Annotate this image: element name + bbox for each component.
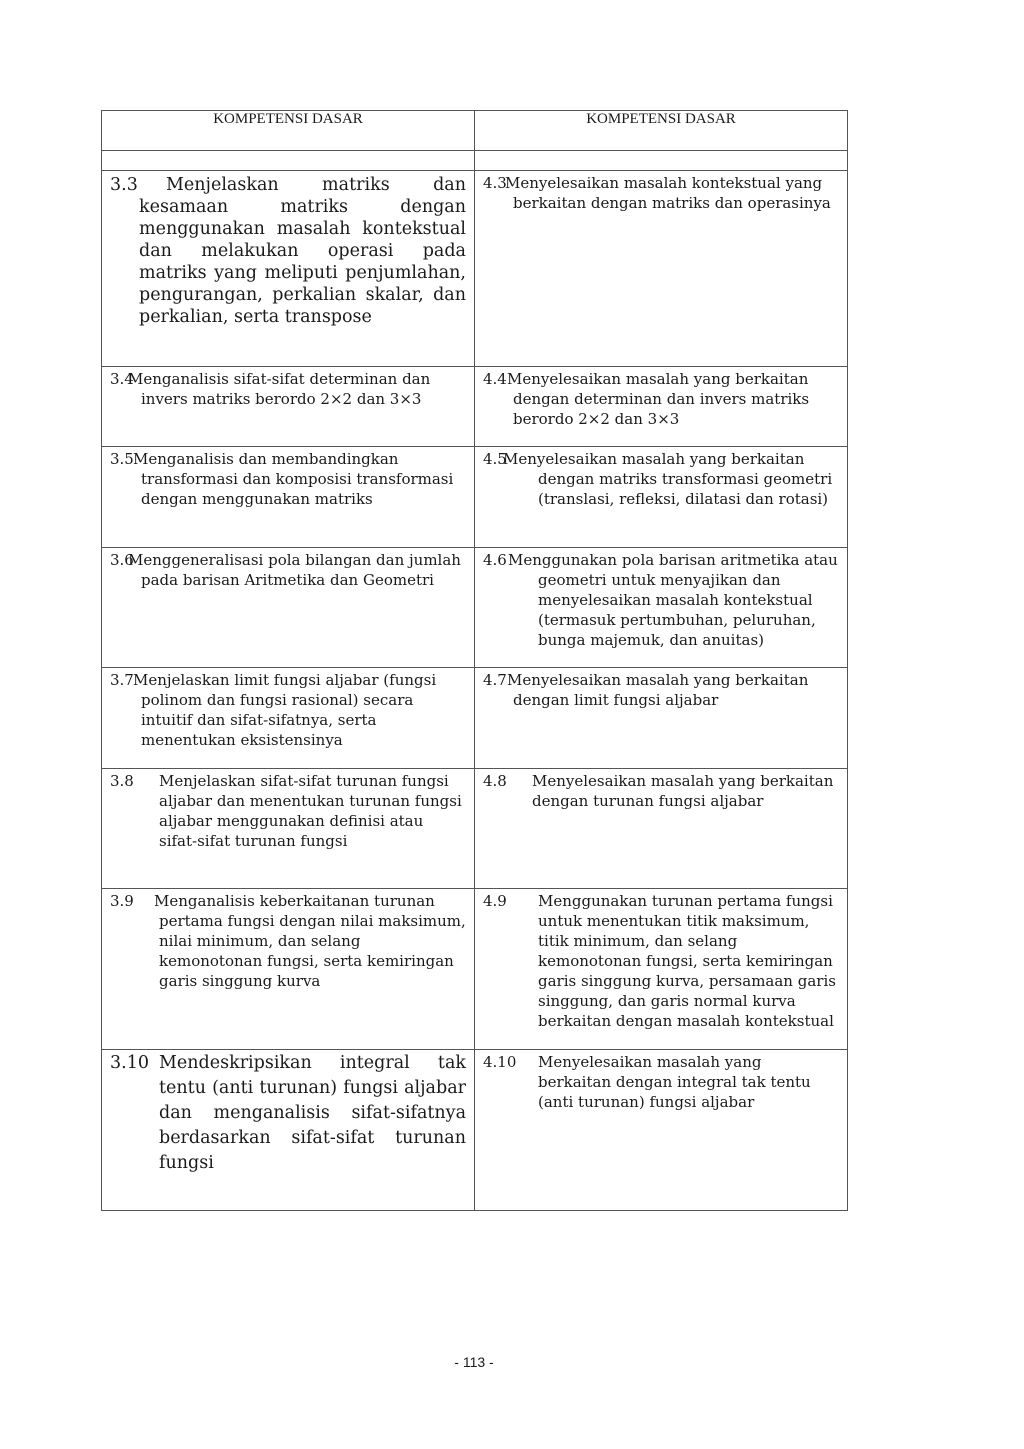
kd-number: 3.8 [110, 772, 134, 790]
table-row [102, 367, 848, 447]
kd-text: Menyelesaikan masalah yang berkaitan dengan limit fungsi aljabar [507, 671, 809, 709]
kd-text: Menyelesaikan masalah yang berkaitan dengan determinan dan invers matriks berordo 2×2 dan 3×3 [507, 370, 810, 428]
table-row [102, 548, 848, 668]
kd-number: 4.9 [483, 892, 507, 910]
kd-cell-right [475, 889, 848, 1050]
kd-number: 4.3 [483, 174, 507, 192]
kd-number: 3.10 [110, 1053, 149, 1073]
kd-number: 4.8 [483, 772, 507, 790]
header-right: KOMPETENSI DASAR [475, 111, 848, 151]
kd-text: Menganalisis dan membandingkan transformasi dan komposisi transformasi dengan menggunakan matriks [133, 450, 454, 508]
kd-text: Menggunakan pola barisan aritmetika atau geometri untuk menyajikan dan menyelesaikan masalah kontekstual (termasuk pertumbuhan, peluruhan, bunga majemuk, dan anuitas) [508, 551, 838, 649]
kd-number: 3.9 [110, 892, 134, 910]
kd-number: 3.4 [110, 370, 134, 388]
page-number: - 113 - [454, 1354, 494, 1370]
kd-cell-left [102, 171, 475, 367]
kd-number: 4.5 [483, 450, 507, 468]
kd-number: 3.5 [110, 450, 134, 468]
header-left: KOMPETENSI DASAR [102, 111, 475, 151]
kd-cell-left [102, 769, 475, 889]
kd-cell-right [475, 548, 848, 668]
kd-text: Menjelaskan sifat-sifat turunan fungsi aljabar dan menentukan turunan fungsi aljabar menggunakan definisi atau sifat-sifat turunan fungsi [159, 772, 462, 850]
table-row [102, 171, 848, 367]
kd-cell-left [102, 548, 475, 668]
kd-cell-right [475, 171, 848, 367]
kd-text: Menggunakan turunan pertama fungsi untuk menentukan titik maksimum, titik minimum, dan selang kemonotonan fungsi, serta kemiringan garis singgung kurva, persamaan garis singgung, dan garis normal kurva berkaitan dengan masalah kontekstual [538, 892, 836, 1030]
kd-number: 4.10 [483, 1053, 517, 1071]
spacer-row [102, 151, 848, 171]
kd-cell-right [475, 769, 848, 889]
table-row [102, 447, 848, 548]
kd-text: Menjelaskan matriks dan kesamaan matriks dengan menggunakan masalah kontekstual dan melakukan operasi pada matriks yang meliputi penjumlahan, pengurangan, perkalian skalar, dan perkalian, serta transpose [139, 175, 466, 327]
kd-text: Menggeneralisasi pola bilangan dan jumlah pada barisan Aritmetika dan Geometri [128, 551, 461, 589]
kd-cell-left [102, 668, 475, 769]
kd-number: 4.6 [483, 551, 507, 569]
kd-number: 4.4 [483, 370, 507, 388]
kd-number: 4.7 [483, 671, 507, 689]
table-header-row [102, 111, 848, 151]
kd-text: Menyelesaikan masalah kontekstual yang berkaitan dengan matriks dan operasinya [505, 174, 831, 212]
kd-text: Mendeskripsikan integral tak tentu (anti turunan) fungsi aljabar dan menganalisis sifat-sifatnya berdasarkan sifat-sifat turunan fungsi [159, 1053, 466, 1173]
kd-cell-right [475, 668, 848, 769]
kd-number: 3.7 [110, 671, 134, 689]
kd-cell-left [102, 367, 475, 447]
kd-cell-right [475, 1050, 848, 1211]
kd-cell-left [102, 1050, 475, 1211]
kd-number: 3.3 [110, 175, 138, 195]
kd-cell-left [102, 447, 475, 548]
kd-cell-right [475, 447, 848, 548]
kd-cell-right [475, 367, 848, 447]
table-row [102, 1050, 848, 1211]
kd-text: Menyelesaikan masalah yang berkaitan dengan turunan fungsi aljabar [532, 772, 834, 810]
table-row [102, 668, 848, 769]
kd-text: Menyelesaikan masalah yang berkaitan dengan matriks transformasi geometri (translasi, refleksi, dilatasi dan rotasi) [503, 450, 833, 508]
kd-cell-left [102, 889, 475, 1050]
kd-text: Menganalisis sifat-sifat determinan dan invers matriks berordo 2×2 dan 3×3 [128, 370, 431, 408]
kd-text: Menyelesaikan masalah yang berkaitan dengan integral tak tentu (anti turunan) fungsi aljabar [538, 1053, 811, 1111]
kompetensi-table [101, 110, 848, 1211]
table-row [102, 769, 848, 889]
kd-number: 3.6 [110, 551, 134, 569]
kd-text: Menganalisis keberkaitanan turunan pertama fungsi dengan nilai maksimum, nilai minimum, dan selang kemonotonan fungsi, serta kemiringan garis singgung kurva [154, 892, 466, 990]
table-row [102, 889, 848, 1050]
kd-text: Menjelaskan limit fungsi aljabar (fungsi polinom dan fungsi rasional) secara intuitif dan sifat-sifatnya, serta menentukan eksistensinya [133, 671, 437, 749]
